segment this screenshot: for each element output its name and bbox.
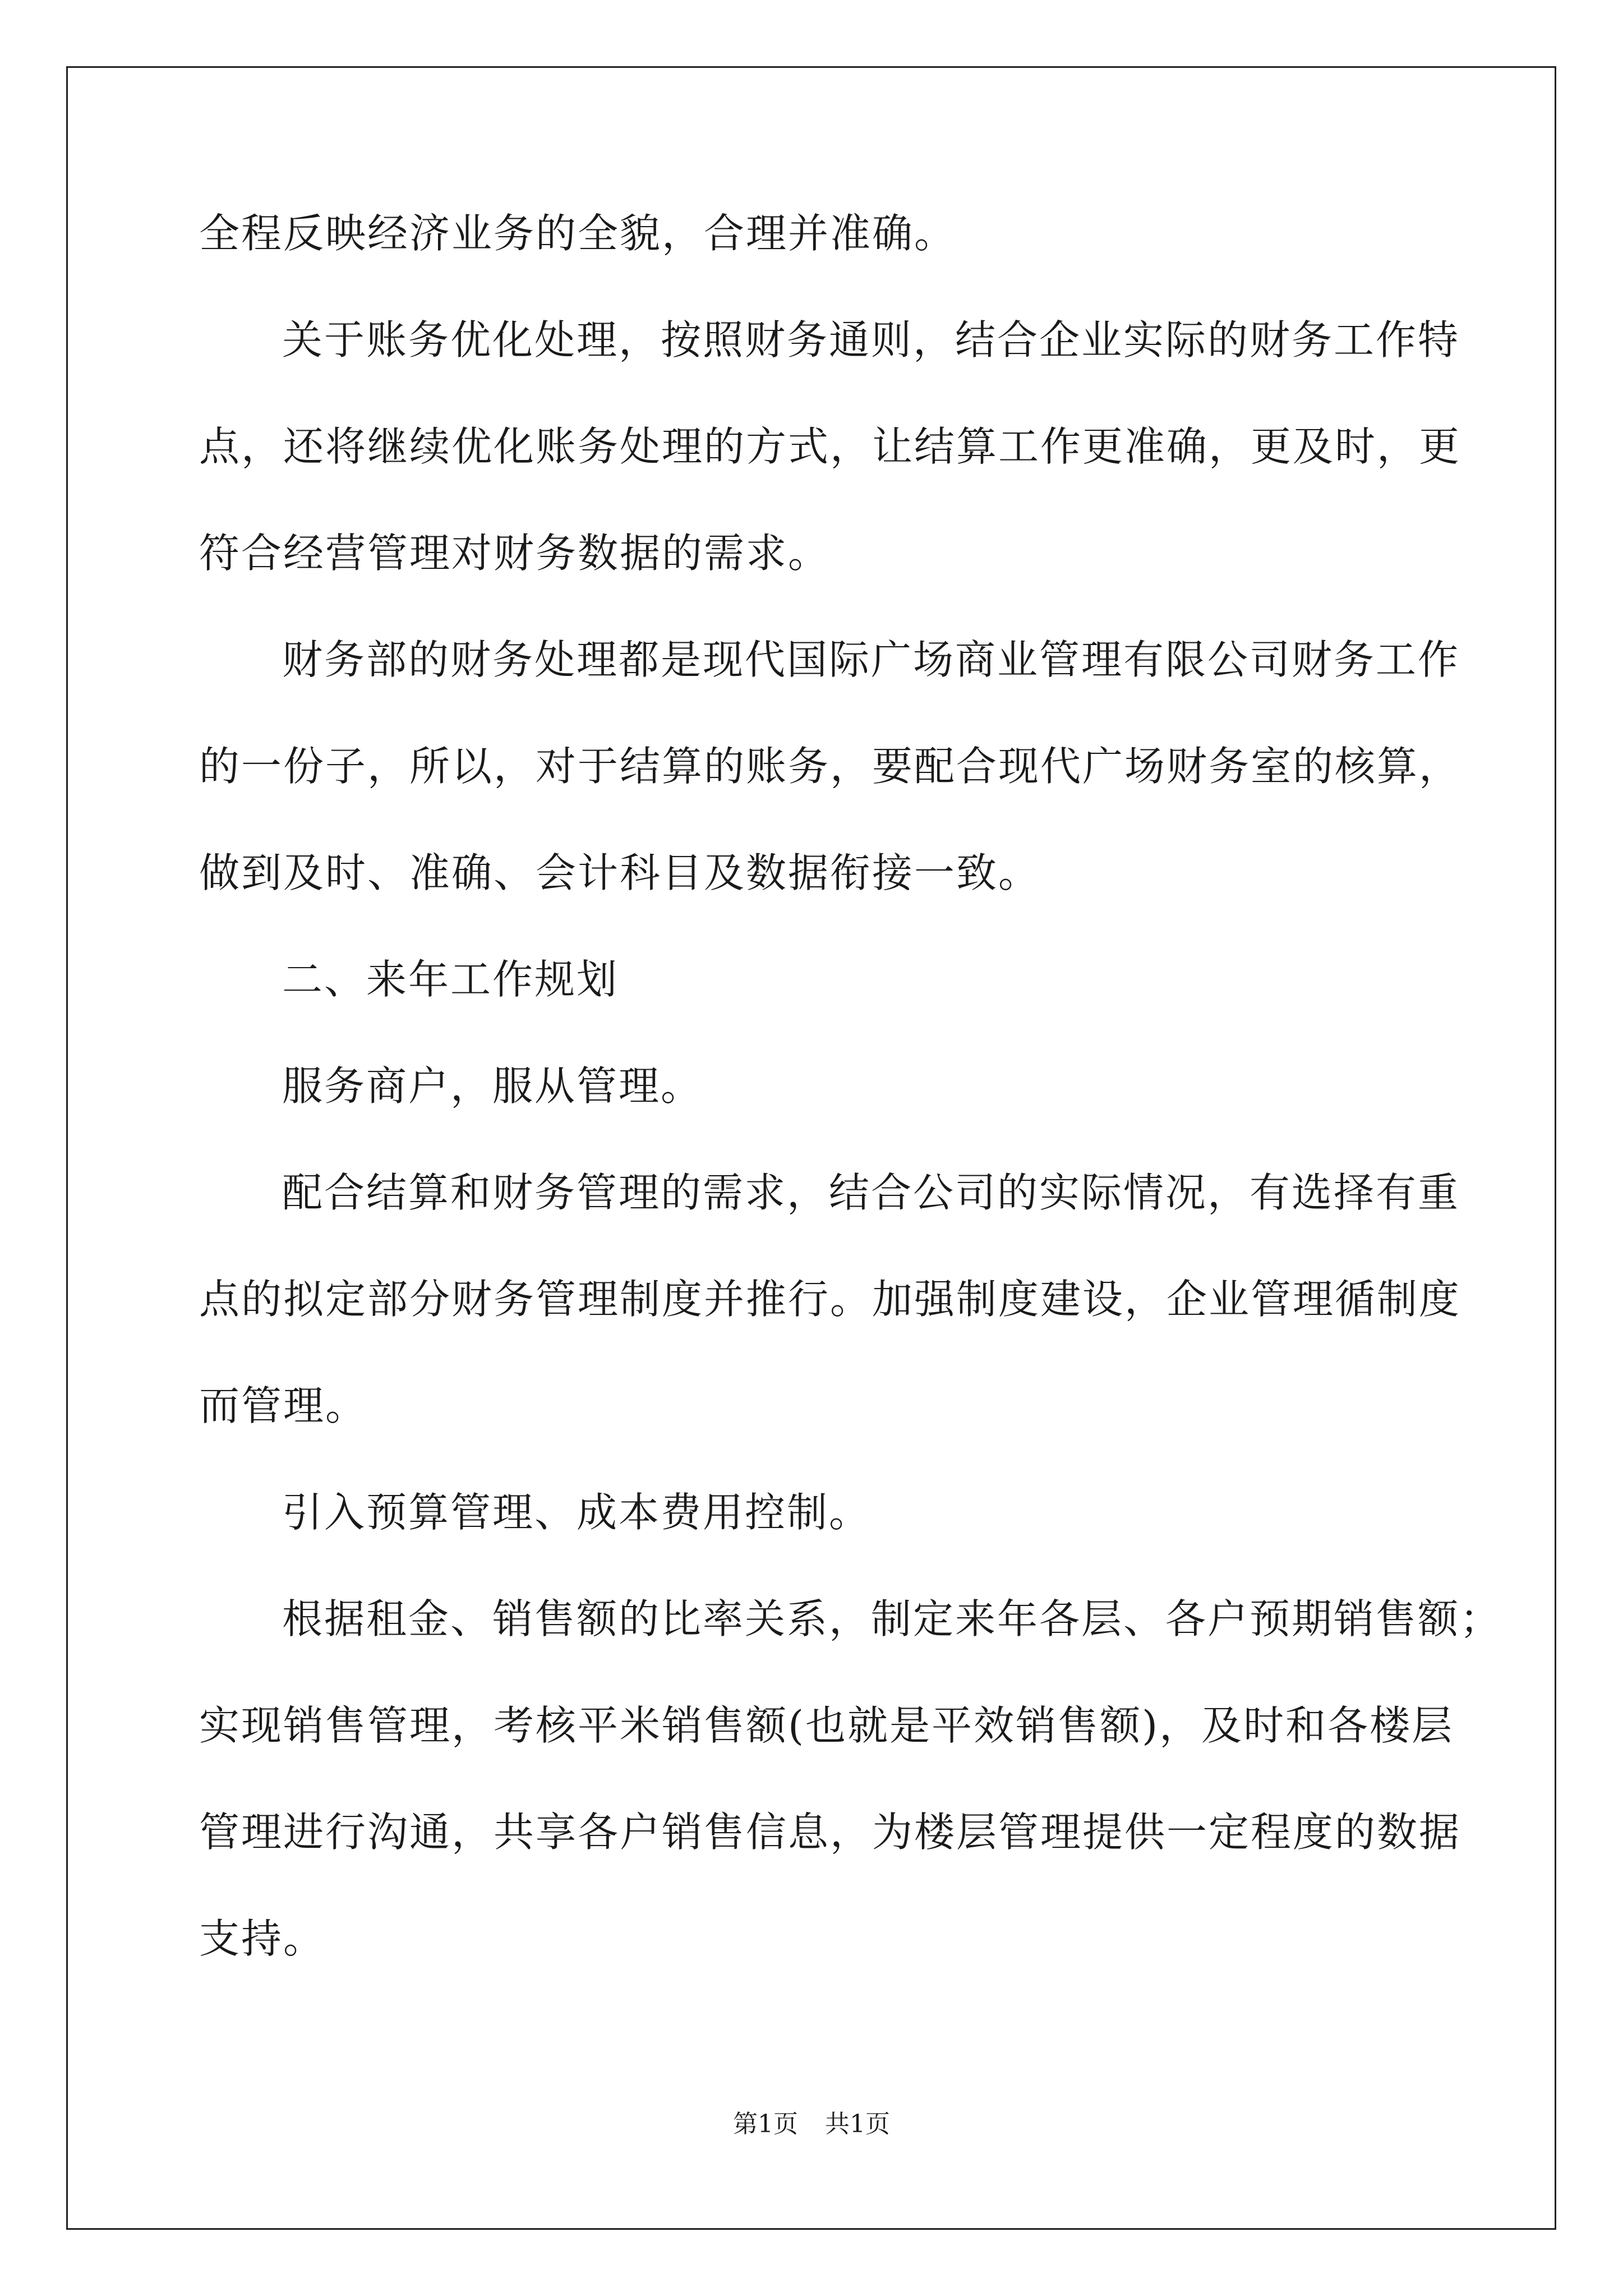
text-line: 全程反映经济业务的全貌，合理并准确。 (199, 210, 957, 257)
text-line: 引入预算管理、成本费用控制。 (282, 1489, 872, 1536)
page-footer (0, 2112, 1623, 2137)
document-body (199, 210, 1502, 2025)
text-line: 的一份子，所以，对于结算的账务，要配合现代广场财务室的核算， (199, 743, 1461, 790)
text-line: 而管理。 (199, 1382, 368, 1429)
text-line: 关于账务优化处理，按照财务通则，结合企业实际的财务工作特 (282, 316, 1460, 364)
text-line: 做到及时、准确、会计科目及数据衔接一致。 (199, 849, 1041, 896)
text-line: 服务商户，服从管理。 (282, 1062, 703, 1110)
text-line: 支持。 (199, 1915, 326, 1962)
text-line: 符合经营管理对财务数据的需求。 (199, 530, 831, 577)
section-heading: 二、来年工作规划 (282, 956, 619, 1003)
text-line: 点，还将继续优化账务处理的方式，让结算工作更准确，更及时，更 (199, 423, 1461, 470)
text-line: 配合结算和财务管理的需求，结合公司的实际情况，有选择有重 (282, 1169, 1460, 1216)
page-number-current: 第1页 (733, 2110, 798, 2138)
page-number-total: 共1页 (825, 2110, 890, 2138)
text-line: 实现销售管理，考核平米销售额(也就是平效销售额)，及时和各楼层 (199, 1702, 1454, 1749)
text-line: 管理进行沟通，共享各户销售信息，为楼层管理提供一定程度的数据 (199, 1809, 1461, 1856)
text-line: 根据租金、销售额的比率关系，制定来年各层、各户预期销售额； (282, 1595, 1502, 1642)
text-line: 财务部的财务处理都是现代国际广场商业管理有限公司财务工作 (282, 636, 1460, 683)
text-line: 点的拟定部分财务管理制度并推行。加强制度建设，企业管理循制度 (199, 1276, 1461, 1323)
